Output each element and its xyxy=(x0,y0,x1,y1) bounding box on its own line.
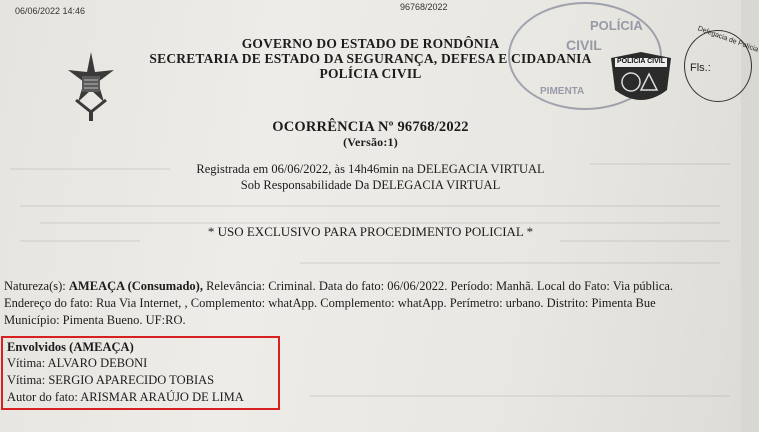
bleed-through-line xyxy=(310,395,730,397)
nature-label: Natureza(s): xyxy=(4,279,66,293)
municipality-line: Município: Pimenta Bueno. UF:RO. xyxy=(4,313,186,327)
registration-line: Registrada em 06/06/2022, às 14h46min na DELEGACIA VIRTUAL xyxy=(196,162,545,176)
header-government: GOVERNO DO ESTADO DE RONDÔNIA xyxy=(241,36,500,51)
header-secretariat: SECRETARIA DE ESTADO DA SEGURANÇA, DEFESA E CIDADANIA xyxy=(149,51,592,66)
badge-text: POLÍCIA CIVIL xyxy=(617,58,665,65)
address-line: Endereço do fato: Rua Via Internet, , Complemento: whatApp. Complemento: whatApp. Perímetro: urbano. Distrito: Pimenta Bue xyxy=(4,296,656,310)
involved-highlight-box xyxy=(1,336,280,410)
author-of-fact: Autor do fato: ARISMAR ARAÚJO DE LIMA xyxy=(7,390,244,404)
victim-1: Vítima: ALVARO DEBONI xyxy=(7,356,148,370)
victim-2: Vítima: SERGIO APARECIDO TOBIAS xyxy=(7,373,215,387)
bleed-through-line xyxy=(300,262,720,264)
occurrence-version: (Versão:1) xyxy=(343,135,398,149)
bleed-through-line xyxy=(560,240,730,242)
header-civil-police: POLÍCIA CIVIL xyxy=(319,66,422,81)
exclusive-use-notice: * USO EXCLUSIVO PARA PROCEDIMENTO POLICIAL * xyxy=(207,224,534,239)
occurrence-title: OCORRÊNCIA Nº 96768/2022 xyxy=(272,119,469,135)
nature-details: Relevância: Criminal. Data do fato: 06/06/2022. Período: Manhã. Local do Fato: Via pública. xyxy=(206,279,674,293)
fls-label: Fls.: xyxy=(690,62,711,74)
nature-value: AMEAÇA (Consumado), xyxy=(68,279,203,293)
responsibility-line: Sob Responsabilidade Da DELEGACIA VIRTUAL xyxy=(240,178,501,192)
bleed-through-line xyxy=(20,240,140,242)
stamp-text-pimenta: PIMENTA xyxy=(540,86,585,97)
print-datetime: 06/06/2022 14:46 xyxy=(15,6,86,16)
bleed-through-line xyxy=(20,205,720,207)
nature-line xyxy=(4,279,673,294)
involved-title: Envolvidos (AMEAÇA) xyxy=(7,340,134,354)
stamp-text-civil: CIVIL xyxy=(566,37,602,53)
stamp-text-police: POLÍCIA xyxy=(590,18,643,33)
fls-stamp-header: Delegacia de Polícia xyxy=(696,25,759,54)
print-id: 96768/2022 xyxy=(400,2,448,12)
